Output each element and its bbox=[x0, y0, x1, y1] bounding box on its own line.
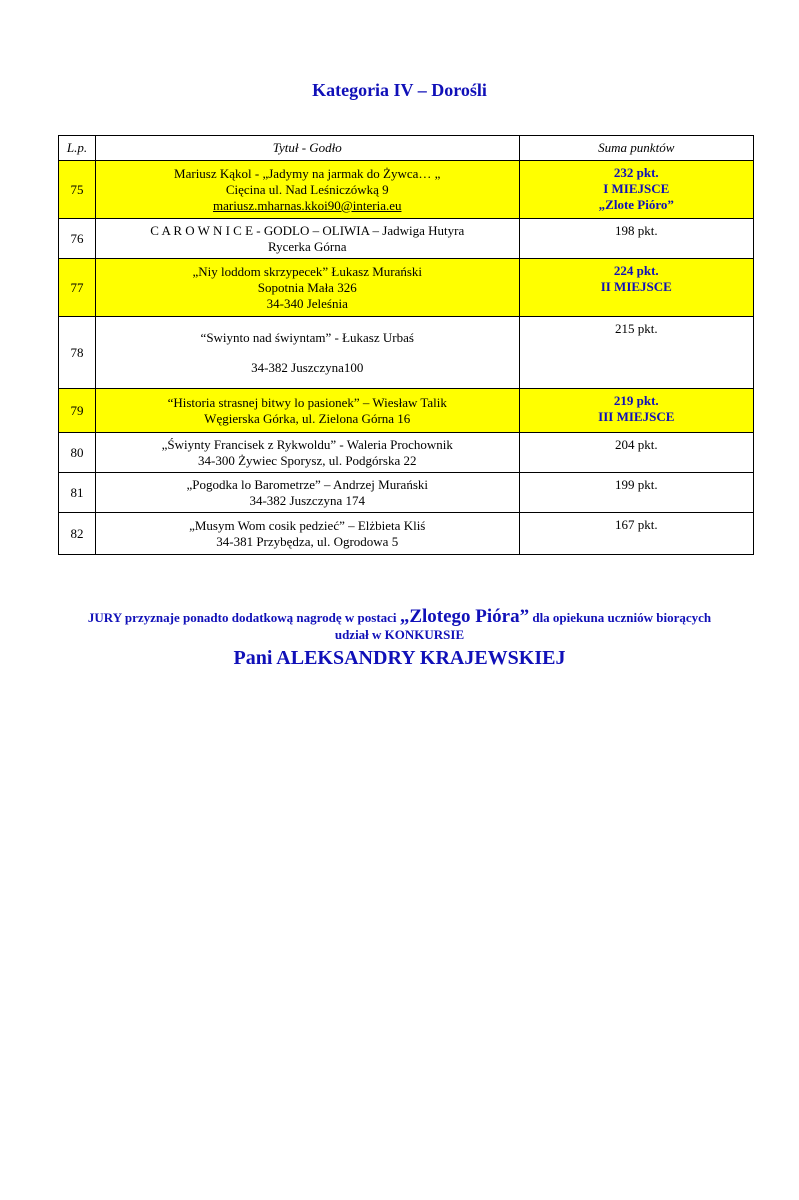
row-number: 78 bbox=[59, 317, 96, 389]
results-table bbox=[58, 135, 754, 555]
entry-cell bbox=[95, 389, 519, 433]
jury-note-text-end: dla opiekuna uczniów biorących bbox=[529, 610, 712, 625]
header-title: Tytuł - Godło bbox=[95, 136, 519, 161]
score-place: I MIEJSCE bbox=[603, 181, 670, 196]
entry-line: Rycerka Górna bbox=[267, 238, 347, 254]
jury-note-text: JURY przyznaje ponadto dodatkową nagrodę w postaci bbox=[87, 610, 400, 625]
jury-note-line-1 bbox=[40, 608, 759, 627]
awardee-name: Pani ALEKSANDRY KRAJEWSKIEJ bbox=[233, 647, 566, 669]
table-row bbox=[59, 259, 754, 317]
score-points: 199 pkt. bbox=[614, 477, 658, 492]
header-score: Suma punktów bbox=[519, 136, 753, 161]
row-number: 81 bbox=[59, 473, 96, 513]
entry-line: Sopotnia Mała 326 bbox=[257, 279, 357, 295]
score-points: 224 pkt. bbox=[613, 263, 659, 278]
score-points: 215 pkt. bbox=[614, 321, 658, 336]
entry-line: Węgierska Górka, ul. Zielona Górna 16 bbox=[204, 410, 411, 426]
jury-note-line-2: udział w KONKURSIE bbox=[334, 627, 465, 642]
entry-line: 34-382 Juszczyna 174 bbox=[249, 492, 365, 508]
entry-cell bbox=[95, 473, 519, 513]
score-award: „Zlote Pióro” bbox=[598, 197, 674, 212]
entry-cell bbox=[95, 219, 519, 259]
entry-line: 34-381 Przybędza, ul. Ogrodowa 5 bbox=[216, 533, 399, 549]
table-header-row bbox=[59, 136, 754, 161]
score-cell bbox=[519, 513, 753, 555]
score-cell bbox=[519, 389, 753, 433]
entry-cell bbox=[95, 317, 519, 389]
entry-cell bbox=[95, 513, 519, 555]
entry-cell bbox=[95, 259, 519, 317]
entry-line: C A R O W N I C E - GODLO – OLIWIA – Jadwiga Hutyra bbox=[150, 222, 465, 238]
entry-line: Cięcina ul. Nad Leśniczówką 9 bbox=[225, 181, 389, 197]
row-number: 76 bbox=[59, 219, 96, 259]
score-points: 219 pkt. bbox=[613, 393, 659, 408]
entry-cell bbox=[95, 433, 519, 473]
score-cell bbox=[519, 317, 753, 389]
entry-line: „Musym Wom cosik pedzieć” – Elżbieta Kliś bbox=[189, 517, 426, 533]
row-number: 75 bbox=[59, 161, 96, 219]
score-place: III MIEJSCE bbox=[598, 409, 675, 424]
page-title: Kategoria IV – Dorośli bbox=[312, 80, 487, 100]
score-points: 204 pkt. bbox=[614, 437, 658, 452]
entry-line: “Historia strasnej bitwy lo pasionek” – Wiesław Talik bbox=[167, 394, 447, 410]
header-lp: L.p. bbox=[59, 136, 96, 161]
table-row bbox=[59, 317, 754, 389]
entry-line: „Pogodka lo Barometrze” – Andrzej Murański bbox=[186, 476, 428, 492]
score-cell bbox=[519, 259, 753, 317]
entry-line: „Niy loddom skrzypecek” Łukasz Murański bbox=[192, 263, 423, 279]
score-cell bbox=[519, 219, 753, 259]
score-cell bbox=[519, 473, 753, 513]
entry-line: 34-340 Jeleśnia bbox=[266, 295, 348, 311]
table-row bbox=[59, 389, 754, 433]
row-number: 80 bbox=[59, 433, 96, 473]
score-points: 167 pkt. bbox=[614, 517, 658, 532]
score-points: 198 pkt. bbox=[614, 223, 658, 238]
entry-cell bbox=[95, 161, 519, 219]
row-number: 79 bbox=[59, 389, 96, 433]
entry-line: 34-300 Żywiec Sporysz, ul. Podgórska 22 bbox=[198, 452, 417, 468]
jury-note bbox=[40, 608, 759, 671]
table-row bbox=[59, 433, 754, 473]
row-number: 82 bbox=[59, 513, 96, 555]
entry-line: Mariusz Kąkol - „Jadymy na jarmak do Żywca… „ bbox=[174, 165, 441, 181]
entry-line: “Swiynto nad świyntam” - Łukasz Urbaś bbox=[200, 329, 414, 345]
entry-email-link[interactable]: mariusz.mharnas.kkoi90@interia.eu bbox=[212, 197, 402, 213]
score-points: 232 pkt. bbox=[613, 165, 659, 180]
table-row bbox=[59, 473, 754, 513]
table-row bbox=[59, 219, 754, 259]
score-cell bbox=[519, 161, 753, 219]
score-cell bbox=[519, 433, 753, 473]
score-place: II MIEJSCE bbox=[600, 279, 672, 294]
table-row bbox=[59, 513, 754, 555]
table-row bbox=[59, 161, 754, 219]
entry-line: 34-382 Juszczyna100 bbox=[251, 359, 364, 375]
entry-line: „Świynty Francisek z Rykwoldu” - Waleria Prochownik bbox=[161, 436, 453, 452]
row-number: 77 bbox=[59, 259, 96, 317]
award-name: „Zlotego Pióra” bbox=[399, 606, 530, 627]
